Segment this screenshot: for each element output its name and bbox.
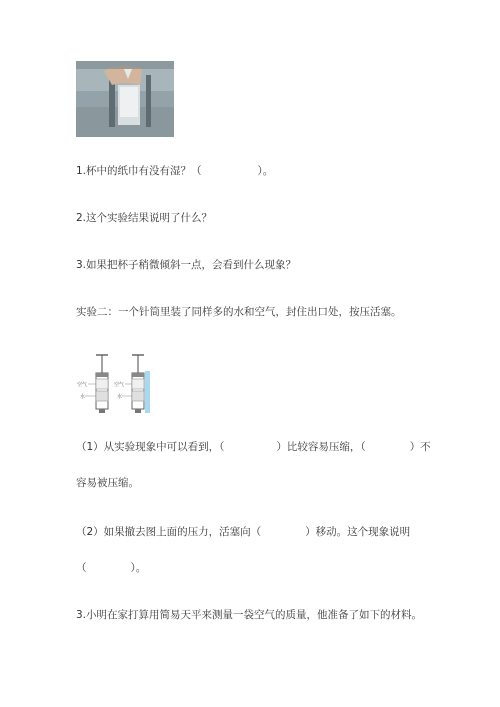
- sub-question-2-part2: ）移动。这个现象说明: [305, 526, 411, 538]
- question-1-end: ）。: [257, 165, 274, 177]
- sub-question-2: [76, 525, 410, 539]
- question-3: 3.如果把杯子稍微倾斜一点，会看到什么现象？: [76, 259, 297, 271]
- air-label-left: 空气: [77, 382, 88, 388]
- syringe-figure: [76, 351, 156, 419]
- sub-question-1-part1: （1）从实验现象中可以看到，（: [76, 441, 225, 453]
- sub-question-1-line2: 容易被压缩。: [76, 477, 139, 489]
- experiment-photo: [76, 61, 174, 137]
- experiment-2-intro: 实验二：一个针筒里装了同样多的水和空气，封住出口处，按压活塞。: [76, 306, 402, 318]
- sub-question-1: [76, 440, 431, 454]
- question-3b: 3.小明在家打算用简易天平来测量一袋空气的质量，他准备了如下的材料。: [76, 609, 423, 621]
- water-label-left: 水: [80, 394, 86, 400]
- question-2: 2.这个实验结果说明了什么？: [76, 212, 213, 224]
- sub-question-2-line2: [76, 561, 146, 575]
- air-label-right: 空气: [114, 382, 125, 388]
- question-1: [76, 164, 273, 178]
- sub-question-2-open: （: [76, 562, 87, 574]
- sub-question-1-part3: ）不: [409, 441, 431, 453]
- water-label-right: 水: [117, 394, 123, 400]
- sub-question-2-close: ）。: [130, 562, 147, 574]
- sub-question-1-part2: ）比较容易压缩，（: [276, 441, 366, 453]
- sub-question-2-part1: （2）如果撤去图上面的压力，活塞向（: [76, 526, 262, 538]
- question-1-text: 1.杯中的纸巾有没有湿？（: [76, 165, 202, 177]
